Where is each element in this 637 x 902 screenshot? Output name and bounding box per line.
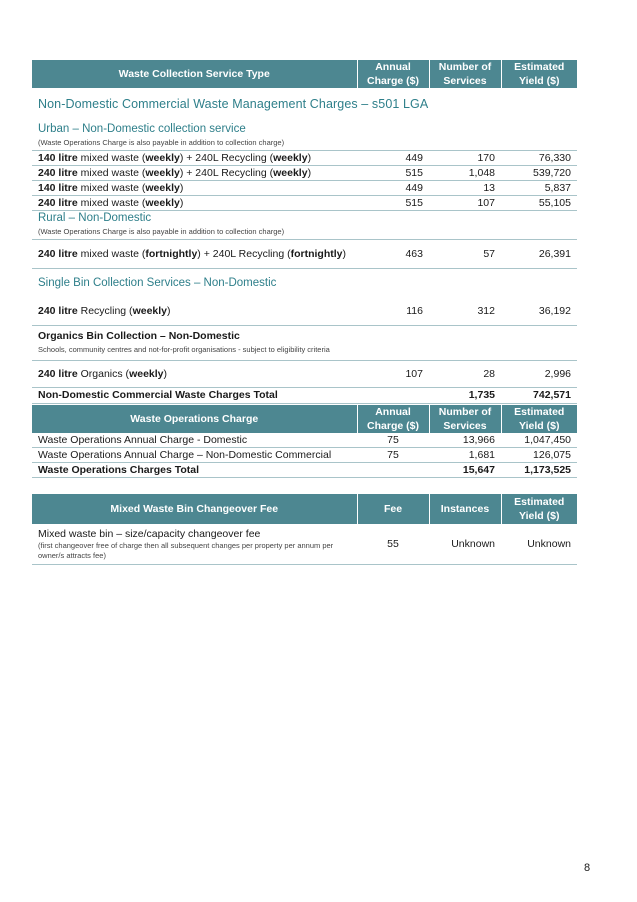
- organics-heading: Organics Bin Collection – Non-Domestic: [38, 329, 240, 342]
- header-annual-charge: Annual Charge ($): [357, 60, 429, 88]
- urban-note: (Waste Operations Charge is also payable in addition to collection charge): [32, 136, 577, 151]
- table-row: Waste Operations Annual Charge – Non-Domestic Commercial 75 1,681 126,075: [32, 448, 577, 463]
- changeover-fee-table: [32, 494, 577, 565]
- waste-operations-table: [32, 405, 577, 478]
- header-number-of-services: Number of Services: [429, 60, 501, 88]
- single-bin-heading: Single Bin Collection Services – Non-Domestic: [38, 276, 277, 289]
- table-row: Waste Operations Annual Charge - Domestic 75 13,966 1,047,450: [32, 433, 577, 448]
- table-row: 240 litre mixed waste (fortnightly) + 240L Recycling (fortnightly) 463 57 26,391: [32, 240, 577, 269]
- table-row: 140 litre mixed waste (weekly) + 240L Recycling (weekly) 449 170 76,330: [32, 151, 577, 166]
- table-row: 240 litre Organics (weekly) 107 28 2,996: [32, 360, 577, 387]
- table-header: Mixed Waste Bin Changeover Fee Fee Instances Estimated Yield ($): [32, 494, 577, 524]
- urban-heading: Urban – Non-Domestic collection service: [38, 123, 246, 135]
- table-row: 240 litre mixed waste (weekly) 515 107 55,105: [32, 196, 577, 211]
- rural-note: (Waste Operations Charge is also payable in addition to collection charge): [32, 225, 577, 240]
- waste-collection-table: [32, 60, 577, 404]
- header-estimated-yield: Estimated Yield ($): [501, 60, 577, 88]
- changeover-note: (first changeover free of charge then all subsequent changes per property per annum per owner/s attracts fee): [38, 541, 334, 560]
- table-row: 240 litre mixed waste (weekly) + 240L Recycling (weekly) 515 1,048 539,720: [32, 166, 577, 181]
- header-service-type: Waste Collection Service Type: [32, 60, 357, 88]
- table-title: Non-Domestic Commercial Waste Management Charges – s501 LGA: [38, 97, 429, 111]
- table-row: Mixed waste bin – size/capacity changeover fee (first changeover free of charge then all subsequent changes per property per annum per owner/s attracts fee) 55 Unknown Unknown: [32, 524, 577, 565]
- rural-heading: Rural – Non-Domestic: [38, 212, 152, 224]
- table-row: 240 litre Recycling (weekly) 116 312 36,192: [32, 297, 577, 326]
- changeover-label: Mixed waste bin – size/capacity changeover fee: [38, 528, 261, 540]
- organics-note: Schools, community centres and not-for-profit organisations - subject to eligibility criteria: [32, 343, 577, 361]
- page-number: 8: [584, 862, 591, 874]
- table-header: Waste Operations Charge Annual Charge ($) Number of Services Estimated Yield ($): [32, 405, 577, 433]
- table-row: 140 litre mixed waste (weekly) 449 13 5,837: [32, 181, 577, 196]
- table-header: [32, 60, 577, 88]
- total-row: Non-Domestic Commercial Waste Charges Total 1,735 742,571: [32, 387, 577, 403]
- total-row: Waste Operations Charges Total 15,647 1,173,525: [32, 463, 577, 478]
